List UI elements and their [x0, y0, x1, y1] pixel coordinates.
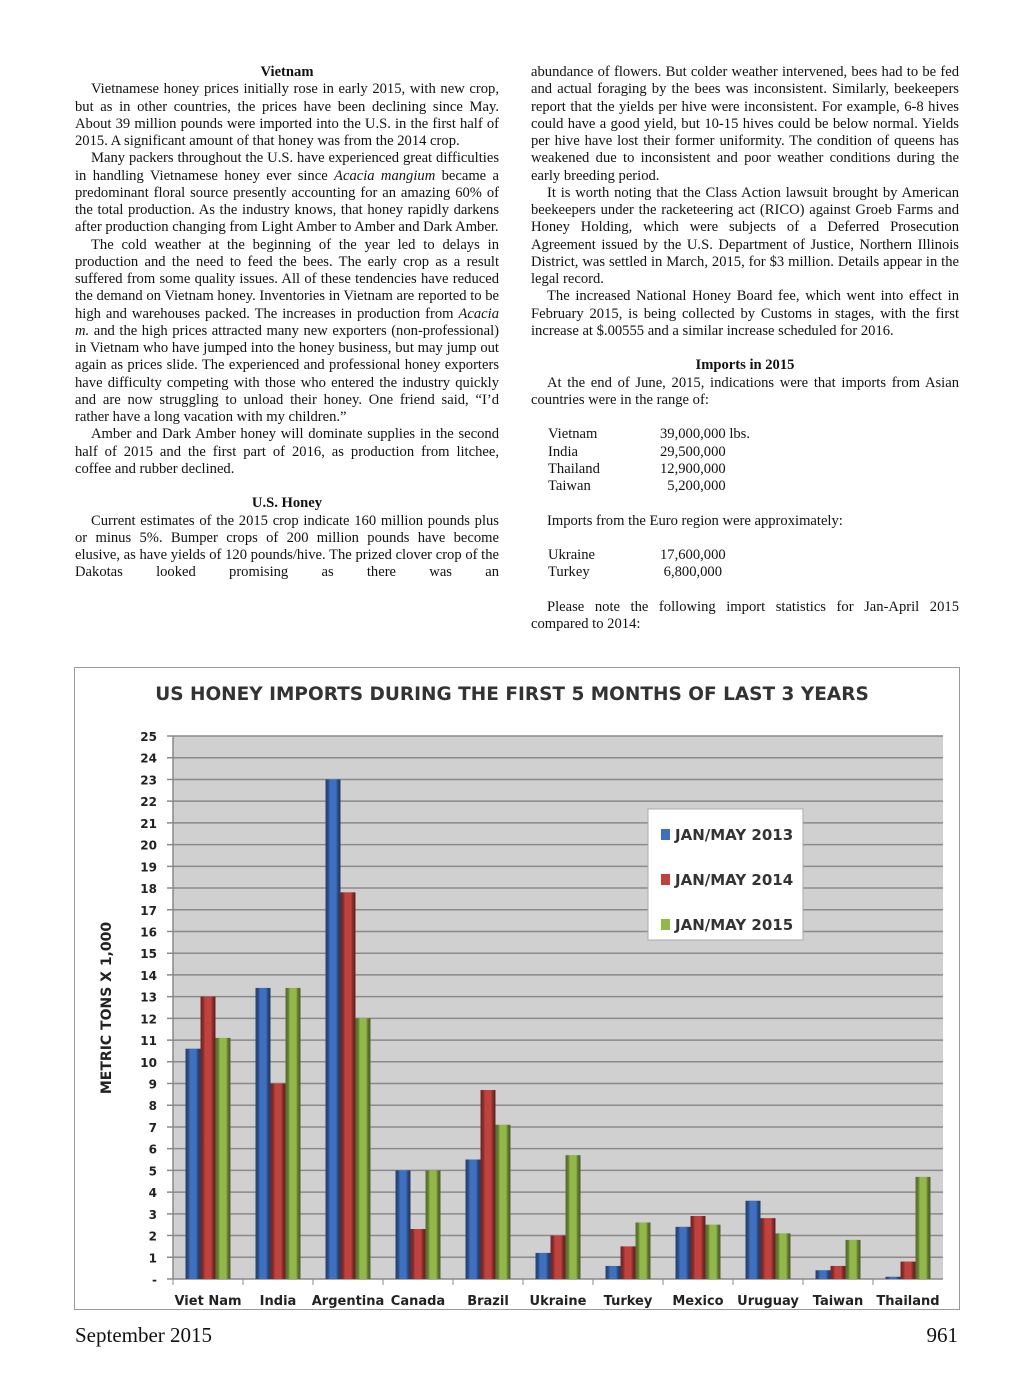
- country: Ukraine: [548, 547, 596, 563]
- x-tick-label: Canada: [390, 1294, 446, 1309]
- x-tick-label: Mexico: [672, 1294, 724, 1309]
- bar-shade: [676, 1227, 691, 1279]
- country: India: [548, 443, 578, 460]
- y-tick-label: 1: [148, 1251, 157, 1266]
- asian-imports-table: [531, 426, 959, 495]
- bar-shade: [426, 1170, 441, 1279]
- y-tick-label: 7: [148, 1120, 157, 1135]
- y-axis-label: METRIC TONS X 1,000: [99, 921, 115, 1095]
- bar-shade: [636, 1223, 651, 1279]
- y-tick-label: 24: [140, 751, 157, 766]
- bar-shade: [186, 1049, 201, 1279]
- legend-swatch: [661, 919, 670, 930]
- x-tick-label: India: [259, 1294, 297, 1309]
- y-tick-label: 23: [140, 773, 157, 788]
- bar-shade: [201, 997, 216, 1279]
- bar-shade: [271, 1084, 286, 1279]
- footer-page-number: 961: [926, 1323, 958, 1347]
- y-tick-label: 25: [140, 730, 157, 744]
- bar-shade: [356, 1018, 371, 1279]
- bar-shade: [536, 1253, 551, 1279]
- bar-shade: [396, 1170, 411, 1279]
- import-row: [548, 461, 959, 478]
- bar-shade: [566, 1155, 581, 1279]
- paragraph: [75, 237, 499, 427]
- y-tick-label: 18: [140, 882, 157, 897]
- country: Thailand: [548, 460, 600, 477]
- euro-imports-table: [531, 547, 959, 582]
- y-tick-label: 14: [140, 968, 157, 983]
- country: Turkey: [548, 564, 590, 581]
- paragraph: Imports from the Euro region were approximately:: [547, 512, 843, 529]
- paragraph: [75, 150, 499, 236]
- paragraph: Vietnamese honey prices initially rose in early 2015, with new crop, but as in other countries, the prices have been declining since May. About 39 million pounds were imported into the U.S. in the first half of 2015. A significant amount of that honey was from the 2014 crop.: [75, 81, 499, 149]
- bar-shade: [746, 1201, 761, 1279]
- bar-shade: [846, 1240, 861, 1279]
- y-tick-label: 10: [140, 1055, 157, 1070]
- y-tick-label: -: [152, 1273, 157, 1287]
- y-tick-label: 15: [140, 947, 157, 962]
- y-tick-label: 17: [140, 903, 157, 918]
- import-row: [548, 444, 959, 461]
- bar-shade: [216, 1038, 231, 1279]
- bar-shade: [831, 1266, 846, 1279]
- country: Taiwan: [548, 478, 591, 494]
- text: and the high prices attracted many new exporters (non-professional) in Vietnam who have jumped into the honey business, but may jump out again as prices slide. The experienced and professional honey exporters have difficulty competing with those who entered the industry quickly and are now struggling to unload their honey. One friend said, “I’d rather have a long vacation with my children.”: [75, 322, 499, 425]
- bar-shade: [886, 1277, 901, 1279]
- imports-chart: [74, 667, 960, 1310]
- y-tick-label: 16: [140, 925, 157, 940]
- paragraph: Current estimates of the 2015 crop indicate 160 million pounds plus or minus 5%. Bumper crops of 200 million pounds have become elusive, as have yields of 120 pounds/hive. The prized clover crop of the Dakotas looked promising as there was an: [75, 512, 499, 581]
- legend-label: JAN/MAY 2013: [675, 826, 794, 844]
- bar-shade: [286, 988, 301, 1279]
- import-row: [548, 478, 959, 495]
- chart-title: US HONEY IMPORTS DURING THE FIRST 5 MONTHS OF LAST 3 YEARS: [155, 684, 869, 705]
- bar-shade: [816, 1270, 831, 1279]
- italic-text: Acacia m.: [75, 305, 499, 339]
- text: The cold weather at the beginning of the year led to delays in production and the need to feed the bees. The early crop as a result suffered from some quality issues. All of these tendencies have reduced the demand on Vietnam honey. Inventories in Vietnam are reported to be high and warehouses packed. The increases in production from: [75, 236, 499, 322]
- y-tick-label: 12: [140, 1012, 157, 1027]
- paragraph: Amber and Dark Amber honey will dominate supplies in the second half of 2015 and the first part of 2016, as production from litchee, coffee and rubber declined.: [75, 426, 499, 477]
- text: became a predominant floral source presently accounting for an amazing 60% of the total production. As the industry knows, that honey rapidly darkens after production changing from Light Amber to Amber and Dark Amber.: [75, 167, 499, 236]
- y-tick-label: 21: [140, 816, 157, 831]
- paragraph: It is worth noting that the Class Action lawsuit brought by American beekeepers under the racketeering act (RICO) against Groeb Farms and Honey Holding, which were subjects of a Deferred Prosecution Agreement issued by the U.S. Department of Justice, Northern Illinois District, was settled in March, 2015, for $3 million. Details appear in the legal record.: [531, 184, 959, 287]
- y-tick-label: 20: [140, 838, 157, 853]
- bar-shade: [606, 1266, 621, 1279]
- bar-shade: [256, 988, 271, 1279]
- amount: 29,500,000: [660, 443, 726, 460]
- x-tick-label: Ukraine: [529, 1294, 587, 1309]
- paragraph: The increased National Honey Board fee, which went into effect in February 2015, is being collected by Customs in stages, with the first increase at $.00555 and a similar increase scheduled for 2016.: [531, 288, 959, 339]
- legend-swatch: [661, 829, 670, 840]
- bar-shade: [691, 1216, 706, 1279]
- bar-shade: [761, 1218, 776, 1279]
- section-heading-us-honey: U.S. Honey: [251, 495, 323, 512]
- y-tick-label: 19: [140, 860, 157, 875]
- paragraph: At the end of June, 2015, indications were that imports from Asian countries were in the range of:: [531, 374, 959, 408]
- x-tick-label: Viet Nam: [174, 1294, 242, 1309]
- y-tick-label: 3: [148, 1207, 157, 1222]
- section-heading-imports: Imports in 2015: [695, 357, 795, 374]
- footer-issue: September 2015: [75, 1323, 213, 1347]
- y-tick-label: 22: [140, 795, 157, 810]
- bar-shade: [466, 1160, 481, 1279]
- x-tick-label: Brazil: [467, 1294, 509, 1309]
- x-tick-label: Argentina: [311, 1294, 385, 1309]
- paragraph: Please note the following import statistics for Jan-April 2015 compared to 2014:: [531, 598, 959, 632]
- y-tick-label: 6: [148, 1142, 157, 1157]
- amount: 17,600,000: [660, 547, 726, 563]
- y-tick-label: 4: [148, 1186, 157, 1201]
- x-tick-label: Taiwan: [812, 1294, 864, 1309]
- legend-label: JAN/MAY 2015: [675, 916, 794, 934]
- text: Many packers throughout the U.S. have experienced great difficulties in handling Vietnamese honey ever since: [75, 150, 499, 184]
- import-row: [548, 547, 959, 564]
- section-heading-vietnam: Vietnam: [260, 64, 314, 80]
- y-tick-label: 9: [148, 1077, 157, 1092]
- left-column: [75, 64, 499, 582]
- x-tick-label: Turkey: [603, 1294, 653, 1309]
- bar-shade: [551, 1236, 566, 1279]
- amount: 39,000,000 lbs.: [660, 426, 750, 443]
- bar-shade: [481, 1090, 496, 1279]
- bar-shade: [621, 1246, 636, 1279]
- bar-shade: [496, 1125, 511, 1279]
- y-tick-label: 13: [140, 990, 157, 1005]
- legend-swatch: [661, 874, 670, 885]
- bar-shade: [411, 1229, 426, 1279]
- paragraph: abundance of flowers. But colder weather intervened, bees had to be fed and actual foraging by the bees was inconsistent. Similarly, beekeepers report that the yields per hive were inconsistent. For example, 6-8 hives could have a good yield, but 10-15 hives could be below normal. Yields per hive have lost their former uniformity. The condition of queens has weakened due to inconsistent and poor weather conditions during the early breeding period.: [531, 64, 959, 184]
- legend-label: JAN/MAY 2014: [675, 871, 794, 889]
- bar-shade: [341, 892, 356, 1279]
- import-row: [548, 564, 959, 581]
- italic-text: Acacia mangium: [334, 167, 436, 184]
- x-tick-label: Thailand: [876, 1294, 940, 1309]
- bar-shade: [326, 779, 341, 1279]
- amount: 6,800,000: [660, 564, 723, 581]
- y-tick-label: 5: [148, 1164, 157, 1179]
- import-row: [548, 426, 959, 443]
- chart-svg: [75, 668, 959, 1309]
- bar-shade: [901, 1262, 916, 1279]
- bar-shade: [706, 1225, 721, 1279]
- bar-shade: [916, 1177, 931, 1279]
- y-tick-label: 2: [148, 1229, 157, 1244]
- right-column: [531, 64, 959, 633]
- y-tick-label: 8: [148, 1099, 157, 1114]
- bar-shade: [776, 1233, 791, 1279]
- amount: 5,200,000: [660, 478, 726, 494]
- amount: 12,900,000: [660, 460, 726, 477]
- country: Vietnam: [548, 426, 598, 443]
- x-tick-label: Uruguay: [737, 1294, 799, 1309]
- y-tick-label: 11: [140, 1034, 157, 1049]
